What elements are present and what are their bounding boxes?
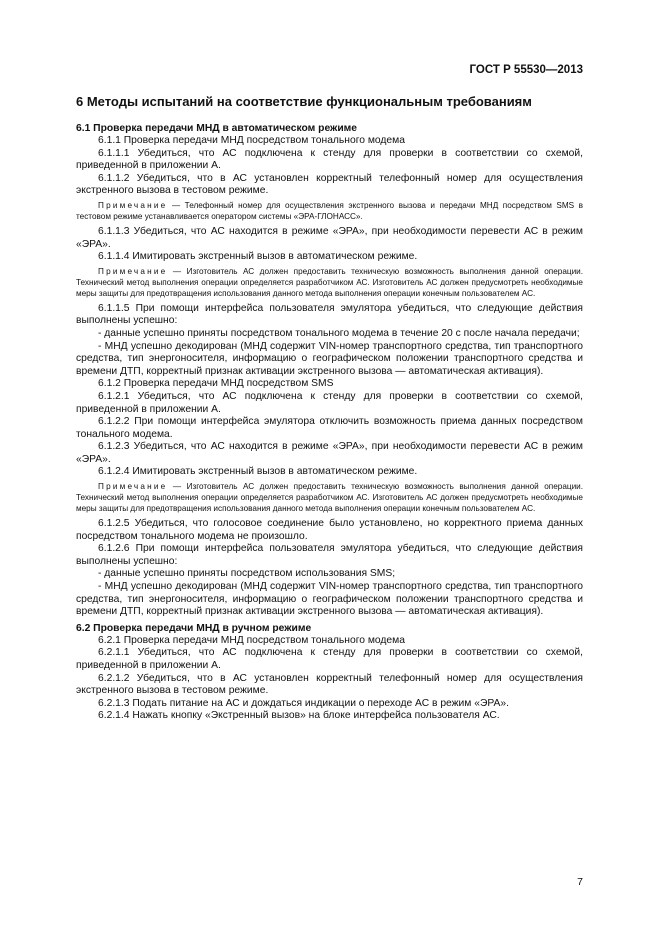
subsection-title-6-2: 6.2 Проверка передачи МНД в ручном режиме [76, 622, 312, 634]
paragraph-6-1-2-4: 6.1.2.4 Имитировать экстренный вызов в автоматическом режиме. [98, 466, 418, 478]
paragraph-6-1-1-2: 6.1.1.2 Убедиться, что в АС установлен корректный телефонный номер для осуществления экстренного вызова в тестовом режиме. [76, 172, 583, 197]
paragraph-6-2-1-1: 6.2.1.1 Убедиться, что АС подключена к стенду для проверки в соответствии со схемой, приведенной в приложении А. [76, 647, 583, 671]
bullet-4: - МНД успешно декодирован (МНД содержит VIN-номер транспортного средства, тип транспортного средства, тип энергоносителя, информацию о географическом положении транспортного средства и времени ДТП, корректный признак активации экстренного вызова — автоматическая активация). [76, 581, 583, 618]
subsection-title-6-1: 6.1 Проверка передачи МНД в автоматическом режиме [76, 123, 358, 134]
paragraph-6-1-2-2: 6.1.2.2 При помощи интерфейса эмулятора отключить возможность приема данных посредством тонального модема. [76, 416, 583, 440]
page-body [76, 94, 583, 723]
bullet-1: - данные успешно приняты посредством тонального модема в течение 20 с после начала передачи; [98, 327, 580, 339]
paragraph-6-2-1: 6.2.1 Проверка передачи МНД посредством тонального модема [98, 634, 405, 646]
paragraph-6-1-1-3: 6.1.1.3 Убедиться, что АС находится в режиме «ЭРА», при необходимости перевести АС в режим «ЭРА». [76, 225, 583, 250]
paragraph-6-1-2-6: 6.1.2.6 При помощи интерфейса пользователя эмулятора убедиться, что следующие действия выполнены успешно: [76, 543, 583, 567]
paragraph-6-1-1-1: 6.1.1.1 Убедиться, что АС подключена к стенду для проверки в соответствии со схемой, приведенной в приложении А. [76, 147, 583, 172]
paragraph-6-1-1-4: 6.1.1.4 Имитировать экстренный вызов в автоматическом режиме. [98, 251, 418, 263]
paragraph-6-2-1-3: 6.2.1.3 Подать питание на АС и дождаться индикации о переходе АС в режим «ЭРА». [98, 697, 509, 709]
document-header: ГОСТ Р 55530—2013 [469, 64, 583, 76]
paragraph-6-2-1-4: 6.2.1.4 Нажать кнопку «Экстренный вызов» на блоке интерфейса пользователя АС. [98, 710, 500, 722]
page-number: 7 [577, 876, 583, 888]
note-1-text: — Телефонный номер для осуществления экстренного вызова и передачи МНД посредством SMS в тестовом режиме устанавливается оператором системы «ЭРА-ГЛОНАСС». [76, 200, 584, 221]
paragraph-6-1-1-5: 6.1.1.5 При помощи интерфейса пользователя эмулятора убедиться, что следующие действия выполнены успешно: [76, 302, 583, 327]
note-3-text: — Изготовитель АС должен предоставить техническую возможность выполнения данной операции. Технический метод выполнения операции определяется разработчиком АС. Изготовитель АС должен предусмотреть необходимые меры защиты для предотвращения использования данного метода выполнения операции конечным пользователем АС. [76, 482, 583, 514]
note-2 [76, 266, 583, 299]
paragraph-6-1-2-1: 6.1.2.1 Убедиться, что АС подключена к стенду для проверки в соответствии со схемой, приведенной в приложении А. [76, 390, 583, 415]
paragraph-6-1-1: 6.1.1 Проверка передачи МНД посредством тонального модема [98, 135, 405, 146]
paragraph-6-2-1-2: 6.2.1.2 Убедиться, что в АС установлен корректный телефонный номер для осуществления экстренного вызова в тестовом режиме. [76, 672, 583, 697]
note-2-text: — Изготовитель АС должен предоставить техническую возможность выполнения данной операции. Технический метод выполнения операции определяется разработчиком АС. Изготовитель АС должен предусмотреть необходимые меры защиты для предотвращения использования данного метода выполнения операции конечным пользователем АС. [76, 266, 583, 298]
note-1-lead: Примечание [98, 200, 168, 210]
note-3-lead: Примечание [98, 482, 168, 492]
bullet-3: - данные успешно приняты посредством использования SMS; [98, 568, 396, 580]
paragraph-6-1-2-3: 6.1.2.3 Убедиться, что АС находится в режиме «ЭРА», при необходимости перевести АС в режим «ЭРА». [76, 441, 583, 465]
paragraph-6-1-2: 6.1.2 Проверка передачи МНД посредством SMS [98, 378, 334, 390]
note-1 [76, 200, 583, 222]
note-2-lead: Примечание [98, 266, 168, 276]
paragraph-6-1-2-5: 6.1.2.5 Убедиться, что голосовое соединение было установлено, но корректного приема данных посредством тонального модема не произошло. [76, 518, 583, 542]
section-title: 6 Методы испытаний на соответствие функциональным требованиям [76, 94, 532, 109]
note-3 [76, 481, 583, 514]
bullet-2: - МНД успешно декодирован (МНД содержит VIN-номер транспортного средства, тип транспортного средства, тип энергоносителя, информацию о географическом положении транспортного средства и времени ДТП, корректный признак активации экстренного вызова — автоматическая активация). [76, 340, 583, 377]
